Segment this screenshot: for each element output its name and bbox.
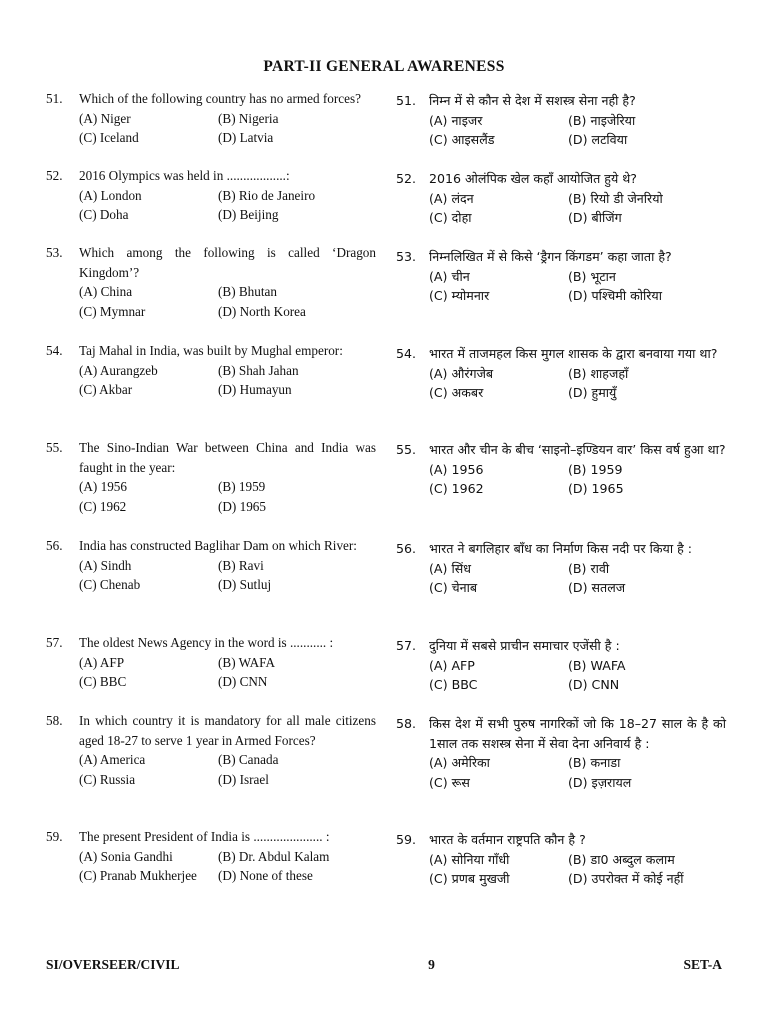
question-number: 56.	[396, 541, 417, 556]
answer-option-a: (A) America	[79, 752, 146, 767]
question-row	[46, 166, 376, 186]
answer-option-d: (D) बीजिंग	[568, 210, 622, 225]
answer-option-c: (C) रूस	[429, 774, 470, 790]
answer-option-a: (A) चीन	[429, 268, 470, 284]
hi-question-56	[396, 539, 726, 598]
answer-options	[429, 656, 726, 695]
footer-exam-code: SI/OVERSEER/CIVIL	[46, 957, 180, 972]
answer-option-c: (C) Pranab Mukherjee	[79, 868, 197, 883]
answer-options	[79, 847, 376, 886]
question-text: निम्न में से कौन से देश में सशस्त्र सेना नही है?	[429, 93, 636, 108]
answer-option-b: (B) डा0 अब्दुल कलाम	[568, 851, 675, 867]
answer-option-c: (C) Mymnar	[79, 303, 146, 319]
answer-option-c: (C) 1962	[79, 498, 127, 514]
answer-option-a: (A) औरंगजेब	[429, 365, 494, 381]
answer-option-c: (C) BBC	[429, 677, 478, 692]
answer-option-d: (D) 1965	[218, 498, 266, 514]
answer-option-a: (A) सोनिया गाँधी	[429, 851, 510, 867]
answer-option-d: (D) CNN	[218, 674, 268, 689]
answer-option-d: (D) इज़रायल	[568, 774, 632, 790]
question-text: The Sino-Indian War between China and India was faught in the year:	[79, 440, 376, 475]
hi-question-51	[396, 91, 726, 150]
answer-option-d: (D) लटविया	[568, 132, 628, 147]
question-row	[46, 438, 376, 477]
question-text: The oldest News Agency in the word is ........... :	[79, 635, 334, 650]
answer-option-a: (A) China	[79, 284, 133, 299]
hi-question-59	[396, 830, 726, 889]
en-question-59	[46, 827, 376, 886]
answer-option-d: (D) Beijing	[218, 207, 279, 222]
answer-option-a: (A) Sindh	[79, 557, 132, 573]
answer-options	[429, 753, 726, 792]
answer-option-d: (D) सतलज	[568, 580, 626, 595]
answer-option-c: (C) BBC	[79, 674, 127, 689]
answer-option-c: (C) चेनाब	[429, 580, 478, 595]
answer-option-c: (C) आइसलैंड	[429, 132, 495, 147]
answer-option-b: (B) Ravi	[218, 557, 264, 573]
question-number: 54.	[396, 346, 417, 361]
answer-option-b: (B) Bhutan	[218, 284, 277, 299]
question-row	[396, 344, 726, 364]
hi-question-58	[396, 714, 726, 792]
answer-option-d: (D) 1965	[568, 481, 624, 496]
en-question-53	[46, 243, 376, 321]
question-number: 55.	[396, 442, 417, 457]
question-row	[396, 830, 726, 850]
question-text: किस देश में सभी पुरुष नागरिकों जो कि 18–27 साल के है को 1साल तक सशस्त्र सेना में सेवा देना अनिवार्य है :	[429, 716, 726, 751]
answer-option-b: (B) Dr. Abdul Kalam	[218, 848, 330, 864]
answer-option-d: (D) Latvia	[218, 130, 274, 145]
answer-option-a: (A) 1956	[79, 479, 127, 494]
answer-option-a: (A) Aurangzeb	[79, 362, 158, 378]
answer-option-c: (C) Chenab	[79, 577, 141, 592]
answer-option-b: (B) WAFA	[218, 654, 276, 670]
hi-question-53	[396, 247, 726, 306]
answer-option-d: (D) North Korea	[218, 303, 306, 319]
answer-option-a: (A) London	[79, 187, 142, 203]
answer-option-c: (C) 1962	[429, 481, 484, 496]
answer-options	[79, 653, 376, 692]
answer-option-a: (A) सिंध	[429, 560, 471, 576]
en-question-55	[46, 438, 376, 516]
answer-option-d: (D) Humayun	[218, 382, 292, 397]
answer-option-a: (A) अमेरिका	[429, 755, 490, 770]
question-row	[46, 827, 376, 847]
question-text: India has constructed Baglihar Dam on which River:	[79, 538, 357, 553]
answer-option-c: (C) दोहा	[429, 210, 472, 225]
answer-option-b: (B) WAFA	[568, 657, 626, 673]
answer-option-d: (D) Israel	[218, 771, 269, 787]
answer-option-b: (B) Canada	[218, 752, 279, 767]
en-question-58	[46, 711, 376, 789]
answer-options	[429, 364, 726, 403]
answer-options	[79, 361, 376, 400]
question-number: 54.	[46, 343, 63, 358]
answer-option-a: (A) AFP	[79, 654, 125, 670]
question-row	[396, 539, 726, 559]
question-row	[46, 536, 376, 556]
answer-option-c: (C) अकबर	[429, 385, 484, 400]
hi-question-55	[396, 440, 726, 499]
answer-options	[79, 186, 376, 225]
answer-option-d: (D) CNN	[568, 677, 620, 692]
question-number: 57.	[46, 635, 63, 650]
question-number: 57.	[396, 638, 417, 653]
question-text: भारत के वर्तमान राष्ट्रपति कौन है ?	[429, 832, 586, 847]
answer-option-b: (B) नाइजेरिया	[568, 112, 636, 128]
answer-option-c: (C) Akbar	[79, 382, 133, 397]
answer-options	[429, 850, 726, 889]
answer-option-c: (C) Iceland	[79, 130, 139, 145]
question-text: भारत में ताजमहल किस मुगल शासक के द्वारा बनवाया गया था?	[429, 346, 718, 361]
question-number: 58.	[46, 713, 63, 728]
question-number: 55.	[46, 440, 63, 455]
en-question-51	[46, 89, 376, 148]
answer-options	[429, 559, 726, 598]
answer-option-a: (A) लंदन	[429, 190, 474, 206]
question-number: 51.	[46, 91, 63, 106]
answer-option-b: (B) Shah Jahan	[218, 362, 299, 378]
page-footer	[46, 957, 722, 973]
answer-option-b: (B) 1959	[218, 479, 266, 494]
answer-option-b: (B) Nigeria	[218, 110, 279, 126]
answer-option-a: (A) Sonia Gandhi	[79, 848, 173, 864]
question-row	[46, 633, 376, 653]
answer-options	[79, 282, 376, 321]
en-question-52	[46, 166, 376, 225]
answer-option-b: (B) Rio de Janeiro	[218, 187, 316, 203]
answer-option-c: (C) प्रणब मुखजी	[429, 871, 510, 886]
question-number: 58.	[396, 716, 417, 731]
question-text: 2016 ओलंपिक खेल कहाँ आयोजित हुये थे?	[429, 171, 637, 186]
answer-option-b: (B) रावी	[568, 560, 610, 576]
answer-option-a: (A) Niger	[79, 110, 131, 126]
question-row	[396, 440, 726, 460]
answer-option-a: (A) AFP	[429, 657, 475, 673]
answer-option-b: (B) 1959	[568, 461, 623, 477]
answer-option-d: (D) हुमायुँ	[568, 385, 617, 400]
page-number: 9	[428, 957, 435, 972]
question-number: 52.	[46, 168, 63, 183]
answer-options	[429, 267, 726, 306]
question-text: भारत और चीन के बीच ‘साइनो–इण्डियन वार’ किस वर्ष हुआ था?	[429, 442, 726, 457]
question-text: निम्नलिखित में से किसे ‘ड्रैगन किंगडम’ कहा जाता है?	[429, 249, 672, 264]
question-number: 51.	[396, 93, 417, 108]
answer-option-c: (C) म्योमनार	[429, 288, 490, 303]
question-number: 52.	[396, 171, 417, 186]
answer-option-b: (B) शाहजहाँ	[568, 365, 629, 381]
question-row	[46, 711, 376, 750]
answer-options	[429, 111, 726, 150]
question-number: 56.	[46, 538, 63, 553]
answer-option-a: (A) नाइजर	[429, 112, 483, 128]
answer-option-c: (C) Doha	[79, 207, 129, 222]
question-row	[396, 91, 726, 111]
question-text: 2016 Olympics was held in ..................:	[79, 168, 290, 183]
answer-option-d: (D) पश्चिमी कोरिया	[568, 288, 663, 303]
question-row	[46, 341, 376, 361]
question-row	[46, 243, 376, 282]
answer-options	[429, 189, 726, 228]
question-text: भारत ने बगलिहार बाँध का निर्माण किस नदी पर किया है :	[429, 541, 693, 556]
question-text: The present President of India is ..................... :	[79, 829, 330, 844]
answer-option-b: (B) कनाडा	[568, 755, 621, 770]
question-text: दुनिया में सबसे प्राचीन समाचार एजेंसी है :	[429, 638, 620, 653]
question-number: 59.	[396, 832, 417, 847]
question-row	[396, 636, 726, 656]
answer-option-a: (A) 1956	[429, 461, 484, 477]
en-question-57	[46, 633, 376, 692]
en-question-54	[46, 341, 376, 400]
footer-set-label: SET-A	[683, 957, 722, 972]
answer-options	[79, 477, 376, 516]
question-text: Taj Mahal in India, was built by Mughal emperor:	[79, 343, 343, 358]
question-number: 53.	[396, 249, 417, 264]
answer-options	[79, 750, 376, 789]
hi-question-52	[396, 169, 726, 228]
question-row	[396, 247, 726, 267]
answer-options	[79, 556, 376, 595]
page-title: PART-II GENERAL AWARENESS	[263, 58, 505, 75]
en-question-56	[46, 536, 376, 595]
question-row	[46, 89, 376, 109]
answer-option-b: (B) रियो डी जेनरियो	[568, 190, 663, 206]
question-text: Which among the following is called ‘Dragon Kingdom’?	[79, 245, 376, 280]
answer-options	[79, 109, 376, 148]
question-text: Which of the following country has no armed forces?	[79, 91, 361, 106]
question-number: 59.	[46, 829, 63, 844]
question-number: 53.	[46, 245, 63, 260]
answer-option-b: (B) भूटान	[568, 268, 616, 284]
answer-options	[429, 460, 726, 499]
answer-option-d: (D) None of these	[218, 868, 313, 883]
question-row	[396, 714, 726, 753]
hi-question-54	[396, 344, 726, 403]
answer-option-d: (D) Sutluj	[218, 577, 272, 592]
answer-option-d: (D) उपरोक्त में कोई नहीं	[568, 871, 684, 886]
question-text: In which country it is mandatory for all male citizens aged 18-27 to serve 1 year in Armed Forces?	[79, 713, 376, 748]
question-row	[396, 169, 726, 189]
answer-option-c: (C) Russia	[79, 771, 136, 787]
hi-question-57	[396, 636, 726, 695]
